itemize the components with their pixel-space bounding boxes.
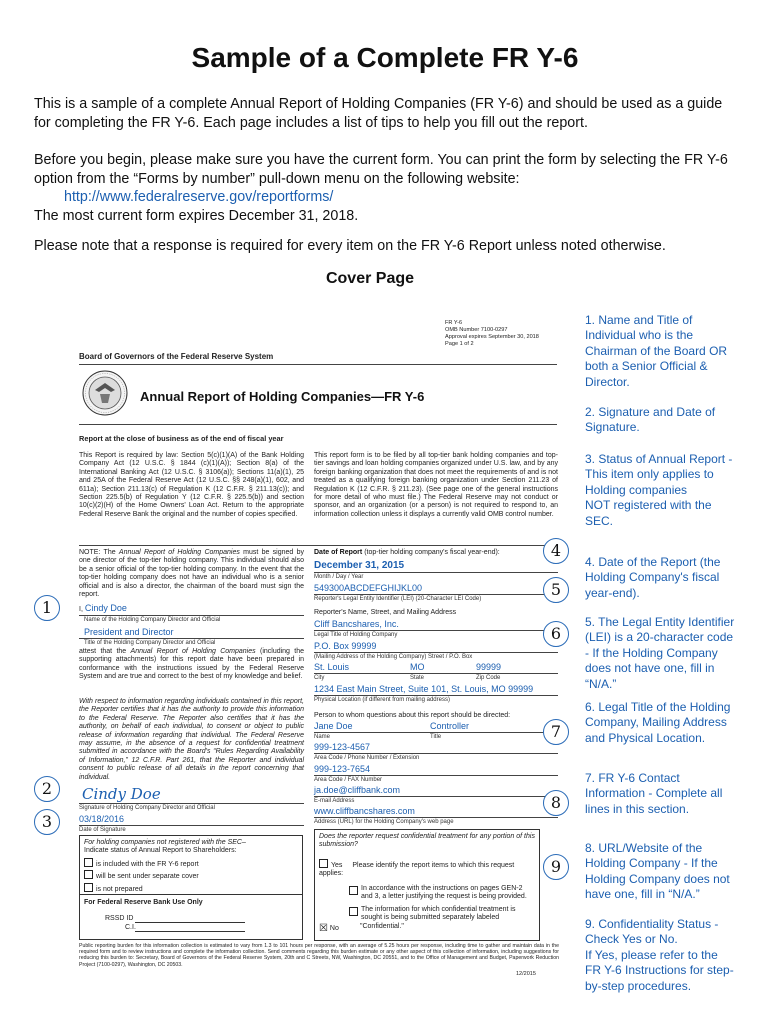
city-value[interactable]: St. Louis (314, 662, 350, 672)
callout-circle-5: 5 (543, 577, 569, 603)
sec-option-included[interactable]: is included with the FR Y-6 report (84, 858, 298, 869)
phone-value[interactable]: 999-123-4567 (314, 742, 371, 752)
mailing-address-caption: (Mailing Address of the Holding Company) Street / P.O. Box (314, 654, 473, 660)
report-forms-link[interactable]: http://www.federalreserve.gov/reportforms/ (64, 189, 334, 205)
filing-requirement-paragraph: This report form is to be filed by all top-tier bank holding companies and top-tier savings and loan holding companies organized under U.S. law, and by any foreign banking organization that does not meet the requirements of and is not treated as a qualifying foreign banking organization under Section 211.23 of Regulation K (12 C.F.R. § 211.23). (See page one of the general instructions for more detail of who must file.) The Federal Reserve may not conduct or sponsor, and an organization (or a person) is not required to respond to, an information collection unless it displays a currently valid OMB control number. (314, 452, 558, 518)
federal-reserve-seal-icon (82, 370, 128, 416)
confidentiality-separate-option[interactable]: The information for which confidential treatment is sought is being submitted separately labeled "Confidential." (349, 906, 533, 931)
authority-italic-paragraph: With respect to information regarding individuals contained in this report, the Reporter certifies that it has the authority to provide this information to the Federal Reserve. The Reporter also certifies that it has the authority, on behalf of each individual, to consent or object to public release of information regarding that individual. The Federal Reserve may assume, in the absence of a request for confidential treatment submitted in accordance with the Board's “Rules Regarding Availability of Information,” 12 C.F.R. Part 261, that the Reporter and individual consent to public release of all details in the report concerning that individual. (79, 698, 304, 781)
checkbox-icon (349, 907, 358, 916)
legal-title-caption: Legal Title of Holding Company (314, 632, 398, 638)
tip-7: 7. FR Y-6 Contact Information - Complete all lines in this section. (585, 771, 723, 816)
confidentiality-letter-option[interactable]: In accordance with the instructions on pages GEN-2 and 3, a letter justifying the request is being provided. (349, 885, 533, 902)
signature-value[interactable]: Cindy Doe (82, 785, 161, 803)
tip-4: 4. Date of the Report (the Holding Company's fiscal year-end). (585, 555, 721, 600)
tip-2: 2. Signature and Date of Signature. (585, 405, 716, 435)
form-number: FR Y-6 (445, 320, 463, 326)
callout-circle-9: 9 (543, 854, 569, 880)
tip-5: 5. The Legal Entity Identifier (LEI) is a 20-character code - If the Holding Company does not have one, fill in “N/A.” (585, 615, 735, 691)
physical-location-caption: Physical Location (if different from mailing address) (314, 697, 450, 703)
board-name: Board of Governors of the Federal Reserve System (79, 352, 274, 361)
callout-circle-4: 4 (543, 538, 569, 564)
attestation-paragraph: attest that the Annual Report of Holding Companies (including the supporting attachments) for this report date have been prepared in conformance with the instructions issued by the Federal Reserve System and are true and correct to the best of my knowledge and belief. (79, 648, 305, 681)
legal-authority-paragraph: This Report is required by law: Section 5(c)(1)(A) of the Bank Holding Company Act (12 U.S.C. § 1844 (c)(1)(A)); Section 8(a) of the International Banking Act (12 U.S.C. § 3106(a)); Sections 11(a)(1), 25 and 25A of the Federal Reserve Act (12 U.S.C. §§ 248(a)(1), 602, and 611a); Section 211.13(c) of Regulation K (12 C.F.R. § 211.13(c)); and Section 225.5(b) of Regulation Y (12 C.F.R. § 225.5(b)) and section 10(c)(2)(H) of the Home Owners' Loan Act. Return to the appropriate Federal Reserve Bank the original and the number of copies specified. (79, 452, 304, 518)
contact-title-value[interactable]: Controller (430, 721, 470, 731)
callout-circle-1: 1 (34, 595, 60, 621)
director-title-caption: Title of the Holding Company Director and Official (84, 640, 216, 646)
frb-use-box (79, 894, 303, 940)
cover-page-heading: Cover Page (325, 270, 415, 287)
tip-6: 6. Legal Title of the Holding Company, Mailing Address and Physical Location. (585, 700, 731, 745)
sec-option-separate[interactable]: will be sent under separate cover (84, 870, 298, 881)
city-caption: City (314, 675, 325, 681)
contact-person-label: Person to whom questions about this report should be directed: (314, 712, 511, 719)
checked-checkbox-icon: ☒ (319, 923, 328, 934)
tip-1: 1. Name and Title of Individual who is the Chairman of the Board OR both a Senior Official & Director. (585, 313, 728, 389)
signature-date-caption: Date of Signature (79, 827, 126, 833)
phone-caption: Area Code / Phone Number / Extension (314, 755, 420, 761)
confidentiality-box (314, 829, 540, 941)
callout-circle-6: 6 (543, 621, 569, 647)
zip-caption: Zip Code (476, 675, 501, 681)
confidentiality-no-option[interactable]: ☒ No (319, 923, 339, 934)
approval-expiry: Approval expires September 30, 2018 (445, 334, 539, 340)
signature-caption: Signature of Holding Company Director and Official (79, 805, 215, 811)
fax-caption: Area Code / FAX Number (314, 777, 383, 783)
sec-status-box (79, 835, 303, 895)
report-at-close-label: Report at the close of business as of the end of fiscal year (79, 434, 284, 443)
ci-label: C.I. (125, 924, 136, 931)
contact-title-caption: Title (430, 734, 442, 740)
sec-heading: For holding companies not registered with the SEC– (84, 839, 246, 846)
tip-9: 9. Confidentiality Status - Check Yes or No. If Yes, please refer to the FR Y-6 Instructions for step-by-step procedures. (585, 917, 734, 993)
signature-date-value[interactable]: 03/18/2016 (79, 814, 125, 824)
reporter-address-label: Reporter's Name, Street, and Mailing Address (314, 609, 457, 616)
director-title-value[interactable]: President and Director (84, 627, 174, 637)
legal-title-value[interactable]: Cliff Bancshares, Inc. (314, 619, 399, 629)
page-count: Page 1 of 2 (445, 341, 474, 347)
report-title: Annual Report of Holding Companies—FR Y-6 (140, 389, 425, 404)
checkbox-icon (84, 883, 93, 892)
fax-value[interactable]: 999-123-7654 (314, 764, 371, 774)
contact-name-caption: Name (314, 734, 331, 740)
director-name-value: Cindy Doe (84, 603, 127, 613)
sec-subheading: Indicate status of Annual Report to Shareholders: (84, 847, 237, 855)
intro-paragraph-1: This is a sample of a complete Annual Report of Holding Companies (FR Y-6) and should be used as a guide for completing the FR Y-6. Each page includes a list of tips to help you fill out the report. (34, 96, 723, 131)
checkbox-icon (349, 886, 358, 895)
intro-paragraph-4: Please note that a response is required for every item on the FR Y-6 Report unless noted otherwise. (34, 238, 666, 254)
intro-paragraph-2: Before you begin, please make sure you have the current form. You can print the form by selecting the FR Y-6 option from the “Forms by number” pull-down menu on the following website: (34, 152, 728, 187)
checkbox-icon (84, 858, 93, 867)
fiscal-date-caption: Month / Day / Year (314, 574, 364, 580)
confidentiality-question: Does the reporter request confidential treatment for any portion of this submission? (319, 833, 535, 849)
director-name-field[interactable]: I, Cindy Doe (79, 603, 127, 613)
form-revision-code: 12/2015 (516, 971, 536, 977)
callout-circle-3: 3 (34, 809, 60, 835)
lei-value[interactable]: 549300ABCDEFGHIJKL00 (314, 583, 423, 593)
state-value[interactable]: MO (410, 662, 425, 672)
form-header-block (445, 320, 555, 348)
callout-circle-7: 7 (543, 719, 569, 745)
contact-name-value[interactable]: Jane Doe (314, 721, 353, 731)
frb-use-heading: For Federal Reserve Bank Use Only (84, 899, 203, 906)
signing-note: NOTE: The Annual Report of Holding Companies must be signed by one director of the top-tier holding company. This individual should also be a senior official of the top-tier holding company. In the event that the top-tier holding company does not have an individual who is a senior official and is also a director, the chairman of the board must sign the report. (79, 549, 304, 599)
callout-circle-2: 2 (34, 776, 60, 802)
confidentiality-yes-option[interactable]: Yes Please identify the report items to which this request applies: (319, 859, 535, 879)
checkbox-icon (84, 870, 93, 879)
website-url-value[interactable]: www.cliffbancshares.com (314, 806, 415, 816)
checkbox-icon (319, 859, 328, 868)
website-url-caption: Address (URL) for the Holding Company's web page (314, 819, 454, 825)
date-of-report-label: Date of Report (top-tier holding company's fiscal year-end): (314, 549, 500, 556)
fiscal-year-end-value[interactable]: December 31, 2015 (314, 560, 405, 571)
email-value[interactable]: ja.doe@cliffbank.com (314, 785, 401, 795)
intro-paragraph-3: The most current form expires December 31, 2018. (34, 208, 359, 224)
omb-number: OMB Number 7100-0297 (445, 327, 508, 333)
rssd-id-label: RSSD ID (105, 915, 134, 922)
email-caption: E-mail Address (314, 798, 355, 804)
sec-option-not-prepared[interactable]: is not prepared (84, 883, 298, 894)
zip-value[interactable]: 99999 (476, 662, 502, 672)
state-caption: State (410, 675, 425, 681)
tip-3: 3. Status of Annual Report - This item only applies to Holding companies NOT registered with the SEC. (585, 452, 733, 528)
lei-caption: Reporter's Legal Entity Identifier (LEI) (20-Character LEI Code) (314, 596, 482, 602)
po-box-value[interactable]: P.O. Box 99999 (314, 641, 377, 651)
page-title: Sample of a Complete FR Y-6 (191, 42, 579, 73)
tip-8: 8. URL/Website of the Holding Company - If the Holding Company does not have one, fill in “N/A.” (585, 841, 730, 902)
director-name-caption: Name of the Holding Company Director and Official (84, 617, 221, 623)
callout-circle-8: 8 (543, 790, 569, 816)
burden-statement: Public reporting burden for this information collection is estimated to vary from 1.3 to 101 hours per response, with an average of 5.25 hours per response, including time to gather and maintain data in the required form and to review instructions and complete the information collection. Send comments regarding this burden estimate or any other aspect of this collection of information, including suggestions for reducing this burden to: Secretary, Board of Governors of the Federal Reserve System, 20th and C Streets, NW, Washington, DC 20551, and to the Office of Management and Budget, Paperwork Reduction Project (7100-0297), Washington, DC 20503. (79, 943, 559, 968)
physical-location-value[interactable]: 1234 East Main Street, Suite 101, St. Louis, MO 99999 (314, 684, 534, 694)
